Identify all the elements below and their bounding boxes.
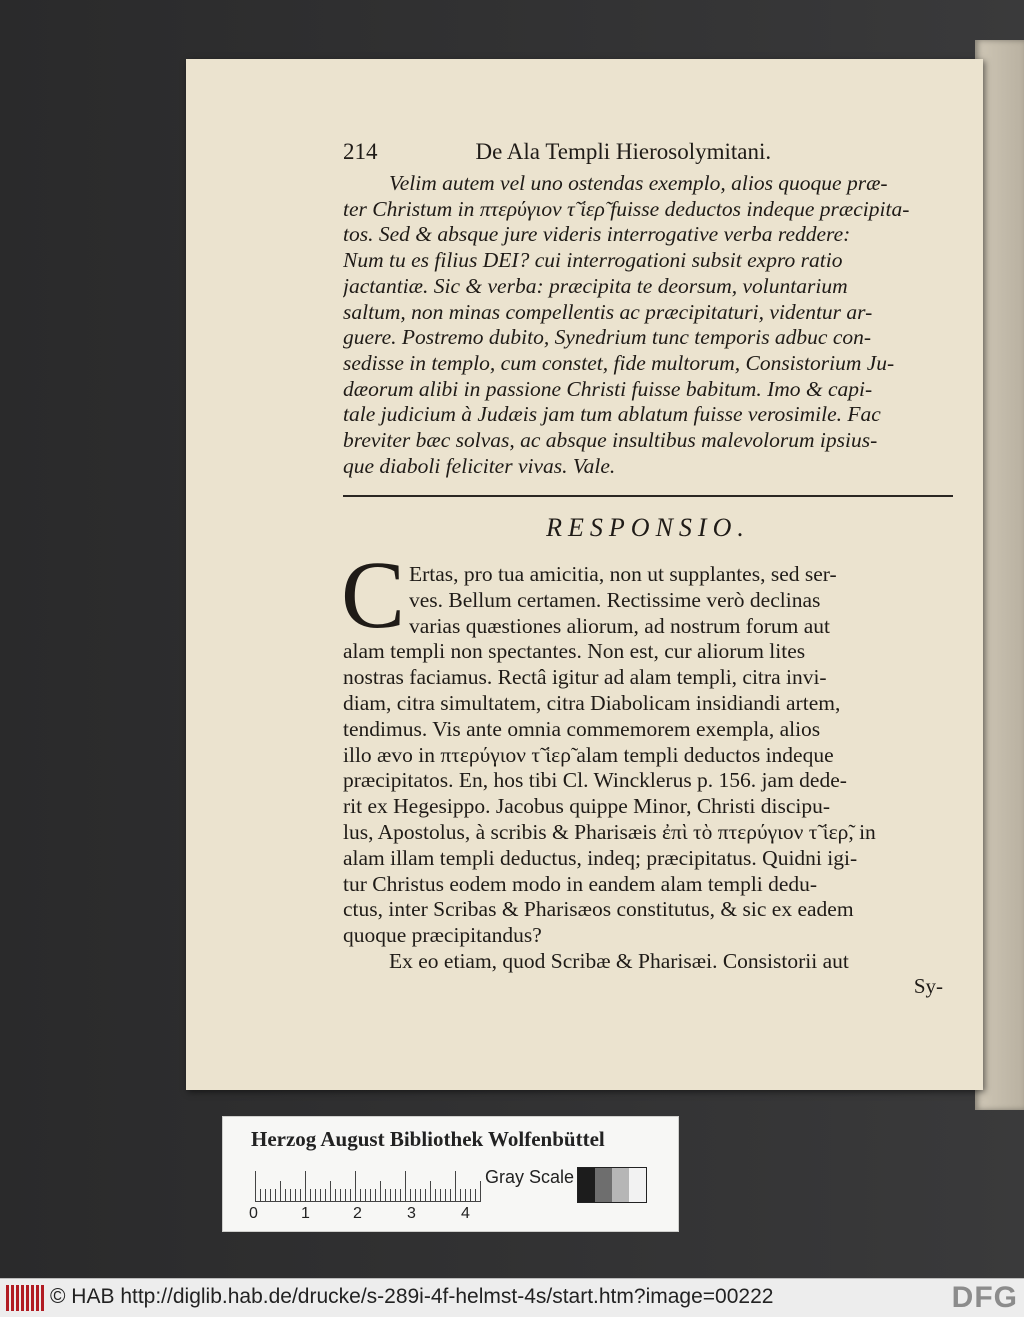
ruler-tick <box>445 1189 446 1201</box>
gray-scale-label: Gray Scale <box>485 1167 575 1187</box>
catchword: Sy- <box>913 974 943 998</box>
viewer-footer <box>0 1278 1024 1317</box>
ruler-tick <box>440 1189 441 1201</box>
ruler-number: 4 <box>461 1205 470 1222</box>
swatch <box>578 1168 595 1202</box>
text-line: dæorum alibi in passione Christi fuisse babitum. Imo & capi- <box>343 376 873 401</box>
source-url-link[interactable]: © HAB http://diglib.hab.de/drucke/s-289i-4f-helmst-4s/start.htm?image=00222 <box>50 1285 774 1308</box>
ruler-tick <box>265 1189 266 1201</box>
text-line: jactantiæ. Sic & verba: præcipita te deorsum, voluntarium <box>343 273 848 298</box>
page-number: 214 <box>343 139 378 164</box>
ruler-tick <box>385 1189 386 1201</box>
text-line: saltum, non minas compellentis ac præcipitaturi, videntur ar- <box>343 299 873 324</box>
text-line: tale judicium à Judæis jam tum ablatum fuisse verosimile. Fac <box>343 402 881 427</box>
text-line: alam templi non spectantes. Non est, cur aliorum lites <box>343 639 806 664</box>
ruler-number: 1 <box>301 1205 310 1222</box>
ruler-tick <box>270 1189 271 1201</box>
ruler-tick <box>430 1181 431 1201</box>
swatch <box>612 1168 629 1202</box>
ruler-tick <box>405 1171 406 1201</box>
section-title: RESPONSIO. <box>546 513 750 542</box>
text-line: tos. Sed & absque jure videris interrogative verba reddere: <box>343 222 851 247</box>
ruler-tick <box>470 1189 471 1201</box>
text-line: Velim autem vel uno ostendas exemplo, alios quoque præ- <box>389 171 888 195</box>
text-line: Ex eo etiam, quod Scribæ & Pharisæi. Consistorii aut <box>389 948 849 973</box>
ruler-tick <box>345 1189 346 1201</box>
drop-cap: C <box>341 541 406 648</box>
ruler-tick <box>300 1189 301 1201</box>
text-line: Num tu es filius DEI? cui interrogationi subsit expro ratio <box>343 248 843 273</box>
ruler-tick <box>435 1189 436 1201</box>
text-line: lus, Apostolus, à scribis & Pharisæis ἐπὶ τὸ πτερύγιον τ̃ ἱερ̃, in <box>343 819 876 844</box>
ruler-tick <box>465 1189 466 1201</box>
swatch <box>595 1168 612 1202</box>
letter-paragraph <box>343 171 955 479</box>
library-name: Herzog August Bibliothek Wolfenbüttel <box>251 1127 605 1151</box>
ruler-tick <box>360 1189 361 1201</box>
ruler-tick <box>305 1171 306 1201</box>
ruler-tick <box>410 1189 411 1201</box>
text-line: ctus, inter Scribas & Pharisæos constitutus, & sic ex eadem <box>343 897 854 922</box>
ruler-tick <box>370 1189 371 1201</box>
ruler-tick <box>390 1189 391 1201</box>
ruler-tick <box>325 1189 326 1201</box>
text-line: Ertas, pro tua amicitia, non ut supplantes, sed ser- <box>409 562 837 586</box>
color-reference-card <box>222 1116 679 1232</box>
ruler-tick <box>310 1189 311 1201</box>
ruler-tick <box>335 1189 336 1201</box>
text-line: quoque præcipitandus? <box>343 923 542 948</box>
text-line: sedisse in templo, cum constet, fide multorum, Consistorium Ju- <box>343 350 895 375</box>
measurement-ruler <box>255 1167 481 1202</box>
ruler-tick <box>315 1189 316 1201</box>
text-line: tendimus. Vis ante omnia commemorem exempla, alios <box>343 716 821 741</box>
text-line: breviter bæc solvas, ac absque insultibus malevolorum ipsius- <box>343 428 878 453</box>
ruler-number: 0 <box>249 1205 258 1222</box>
ruler-number: 3 <box>407 1205 416 1222</box>
ruler-number: 2 <box>353 1205 362 1222</box>
ruler-tick <box>330 1181 331 1201</box>
ruler-tick <box>395 1189 396 1201</box>
ruler-tick <box>375 1189 376 1201</box>
text-line: alam illam templi deductus, indeq; præcipitatus. Quidni igi- <box>343 845 858 870</box>
running-head: De Ala Templi Hierosolymitani. <box>475 139 772 164</box>
ruler-tick <box>295 1189 296 1201</box>
ruler-tick <box>480 1181 481 1201</box>
book-page <box>186 59 983 1090</box>
ruler-tick <box>425 1189 426 1201</box>
text-line: præcipitatos. En, hos tibi Cl. Wincklerus p. 156. jam dede- <box>343 768 847 793</box>
ruler-tick <box>290 1189 291 1201</box>
ruler-tick <box>275 1189 276 1201</box>
ruler-tick <box>415 1189 416 1201</box>
swatch <box>629 1168 646 1202</box>
text-line: que diaboli feliciter vivas. Vale. <box>343 453 616 478</box>
ruler-tick <box>455 1171 456 1201</box>
text-line: tur Christus eodem modo in eandem alam templi dedu- <box>343 871 818 896</box>
ruler-tick <box>365 1189 366 1201</box>
gray-scale-swatches <box>577 1167 647 1203</box>
text-line: guere. Postremo dubito, Synedrium tunc temporis adbuc con- <box>343 325 872 350</box>
text-line: nostras faciamus. Rectâ igitur ad alam templi, citra invi- <box>343 665 827 690</box>
ruler-tick <box>450 1189 451 1201</box>
text-line: ves. Bellum certamen. Rectissime verò declinas <box>409 587 821 612</box>
response-paragraph <box>343 562 955 975</box>
page-header <box>343 139 955 171</box>
ruler-tick <box>400 1189 401 1201</box>
ruler-tick <box>340 1189 341 1201</box>
dfg-logo: DFG <box>951 1281 1018 1314</box>
ruler-tick <box>475 1189 476 1201</box>
text-line: rit ex Hegesippo. Jacobus quippe Minor, Christi discipu- <box>343 794 831 819</box>
ruler-tick <box>255 1171 256 1201</box>
ruler-tick <box>420 1189 421 1201</box>
ruler-tick <box>350 1189 351 1201</box>
ruler-tick <box>355 1171 356 1201</box>
text-line: diam, citra simultatem, citra Diabolicam insidiandi artem, <box>343 690 841 715</box>
text-line: ter Christum in πτερύγιον τ̃ ἱερ̃ fuisse deductos indeque præcipita- <box>343 196 910 221</box>
ruler-tick <box>320 1189 321 1201</box>
ruler-tick <box>460 1189 461 1201</box>
ruler-tick <box>280 1181 281 1201</box>
hab-barcode-icon <box>6 1285 46 1311</box>
text-line: varias quæstiones aliorum, ad nostrum forum aut <box>409 613 830 638</box>
ruler-tick <box>260 1189 261 1201</box>
ruler-tick <box>380 1181 381 1201</box>
ruler-tick <box>285 1189 286 1201</box>
text-line: illo ævo in πτερύγιον τ̃ ἱερ̃ alam templi deductos indeque <box>343 742 834 767</box>
section-divider <box>343 495 953 497</box>
